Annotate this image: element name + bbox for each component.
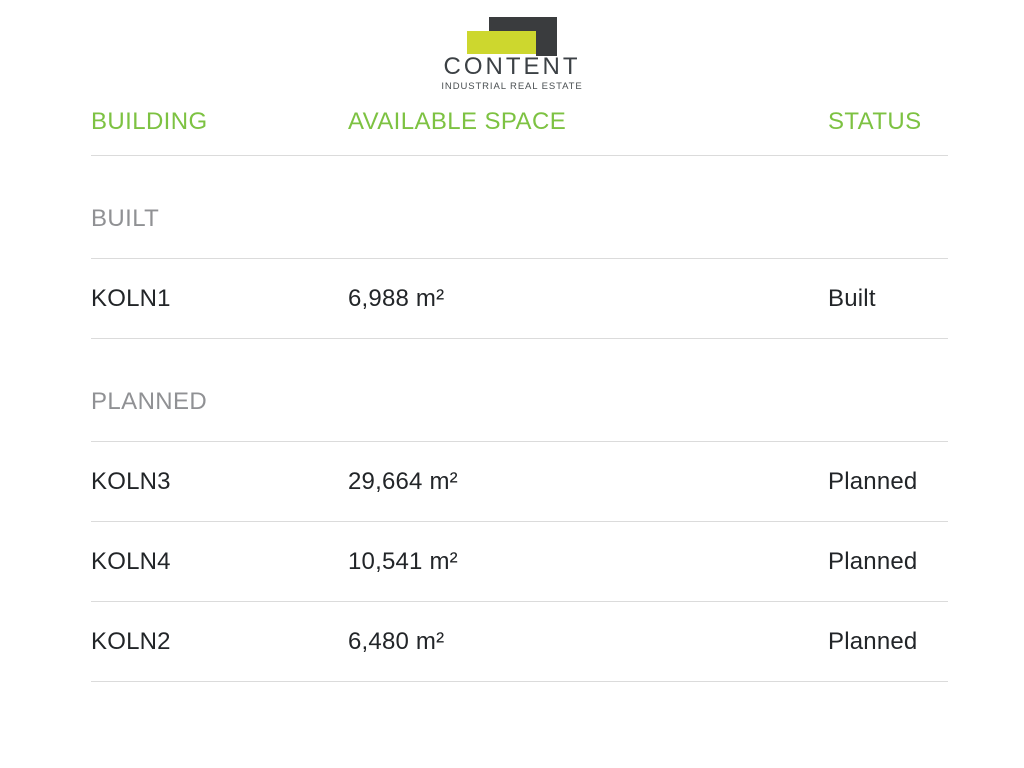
column-header-building: BUILDING <box>91 108 208 136</box>
logo-wordmark: CONTENT <box>443 53 581 80</box>
column-header-available-space: AVAILABLE SPACE <box>348 108 567 136</box>
column-header-status: STATUS <box>828 108 922 136</box>
cell-building: KOLN1 <box>91 284 171 312</box>
cell-available-space: 29,664 m² <box>348 467 458 495</box>
table-row-koln2[interactable] <box>91 602 948 682</box>
section-label: BUILT <box>91 205 160 233</box>
table-row-koln4[interactable] <box>91 522 948 602</box>
cell-available-space: 10,541 m² <box>348 547 458 575</box>
cell-status: Planned <box>828 467 918 495</box>
cell-available-space: 6,480 m² <box>348 627 445 655</box>
content-logo-icon <box>467 17 557 56</box>
logo-tagline: INDUSTRIAL REAL ESTATE <box>441 81 583 93</box>
cell-status: Planned <box>828 547 918 575</box>
table-header-row <box>91 104 948 156</box>
table-row-koln3[interactable] <box>91 442 948 522</box>
section-header-built <box>91 156 948 259</box>
cell-status: Built <box>828 284 876 312</box>
logo <box>0 0 1024 92</box>
cell-status: Planned <box>828 627 918 655</box>
section-header-planned <box>91 339 948 442</box>
buildings-table <box>91 104 948 682</box>
table-row-koln1[interactable] <box>91 259 948 339</box>
section-label: PLANNED <box>91 388 208 416</box>
cell-building: KOLN4 <box>91 547 171 575</box>
cell-available-space: 6,988 m² <box>348 284 445 312</box>
cell-building: KOLN2 <box>91 627 171 655</box>
cell-building: KOLN3 <box>91 467 171 495</box>
table-body <box>91 156 948 682</box>
